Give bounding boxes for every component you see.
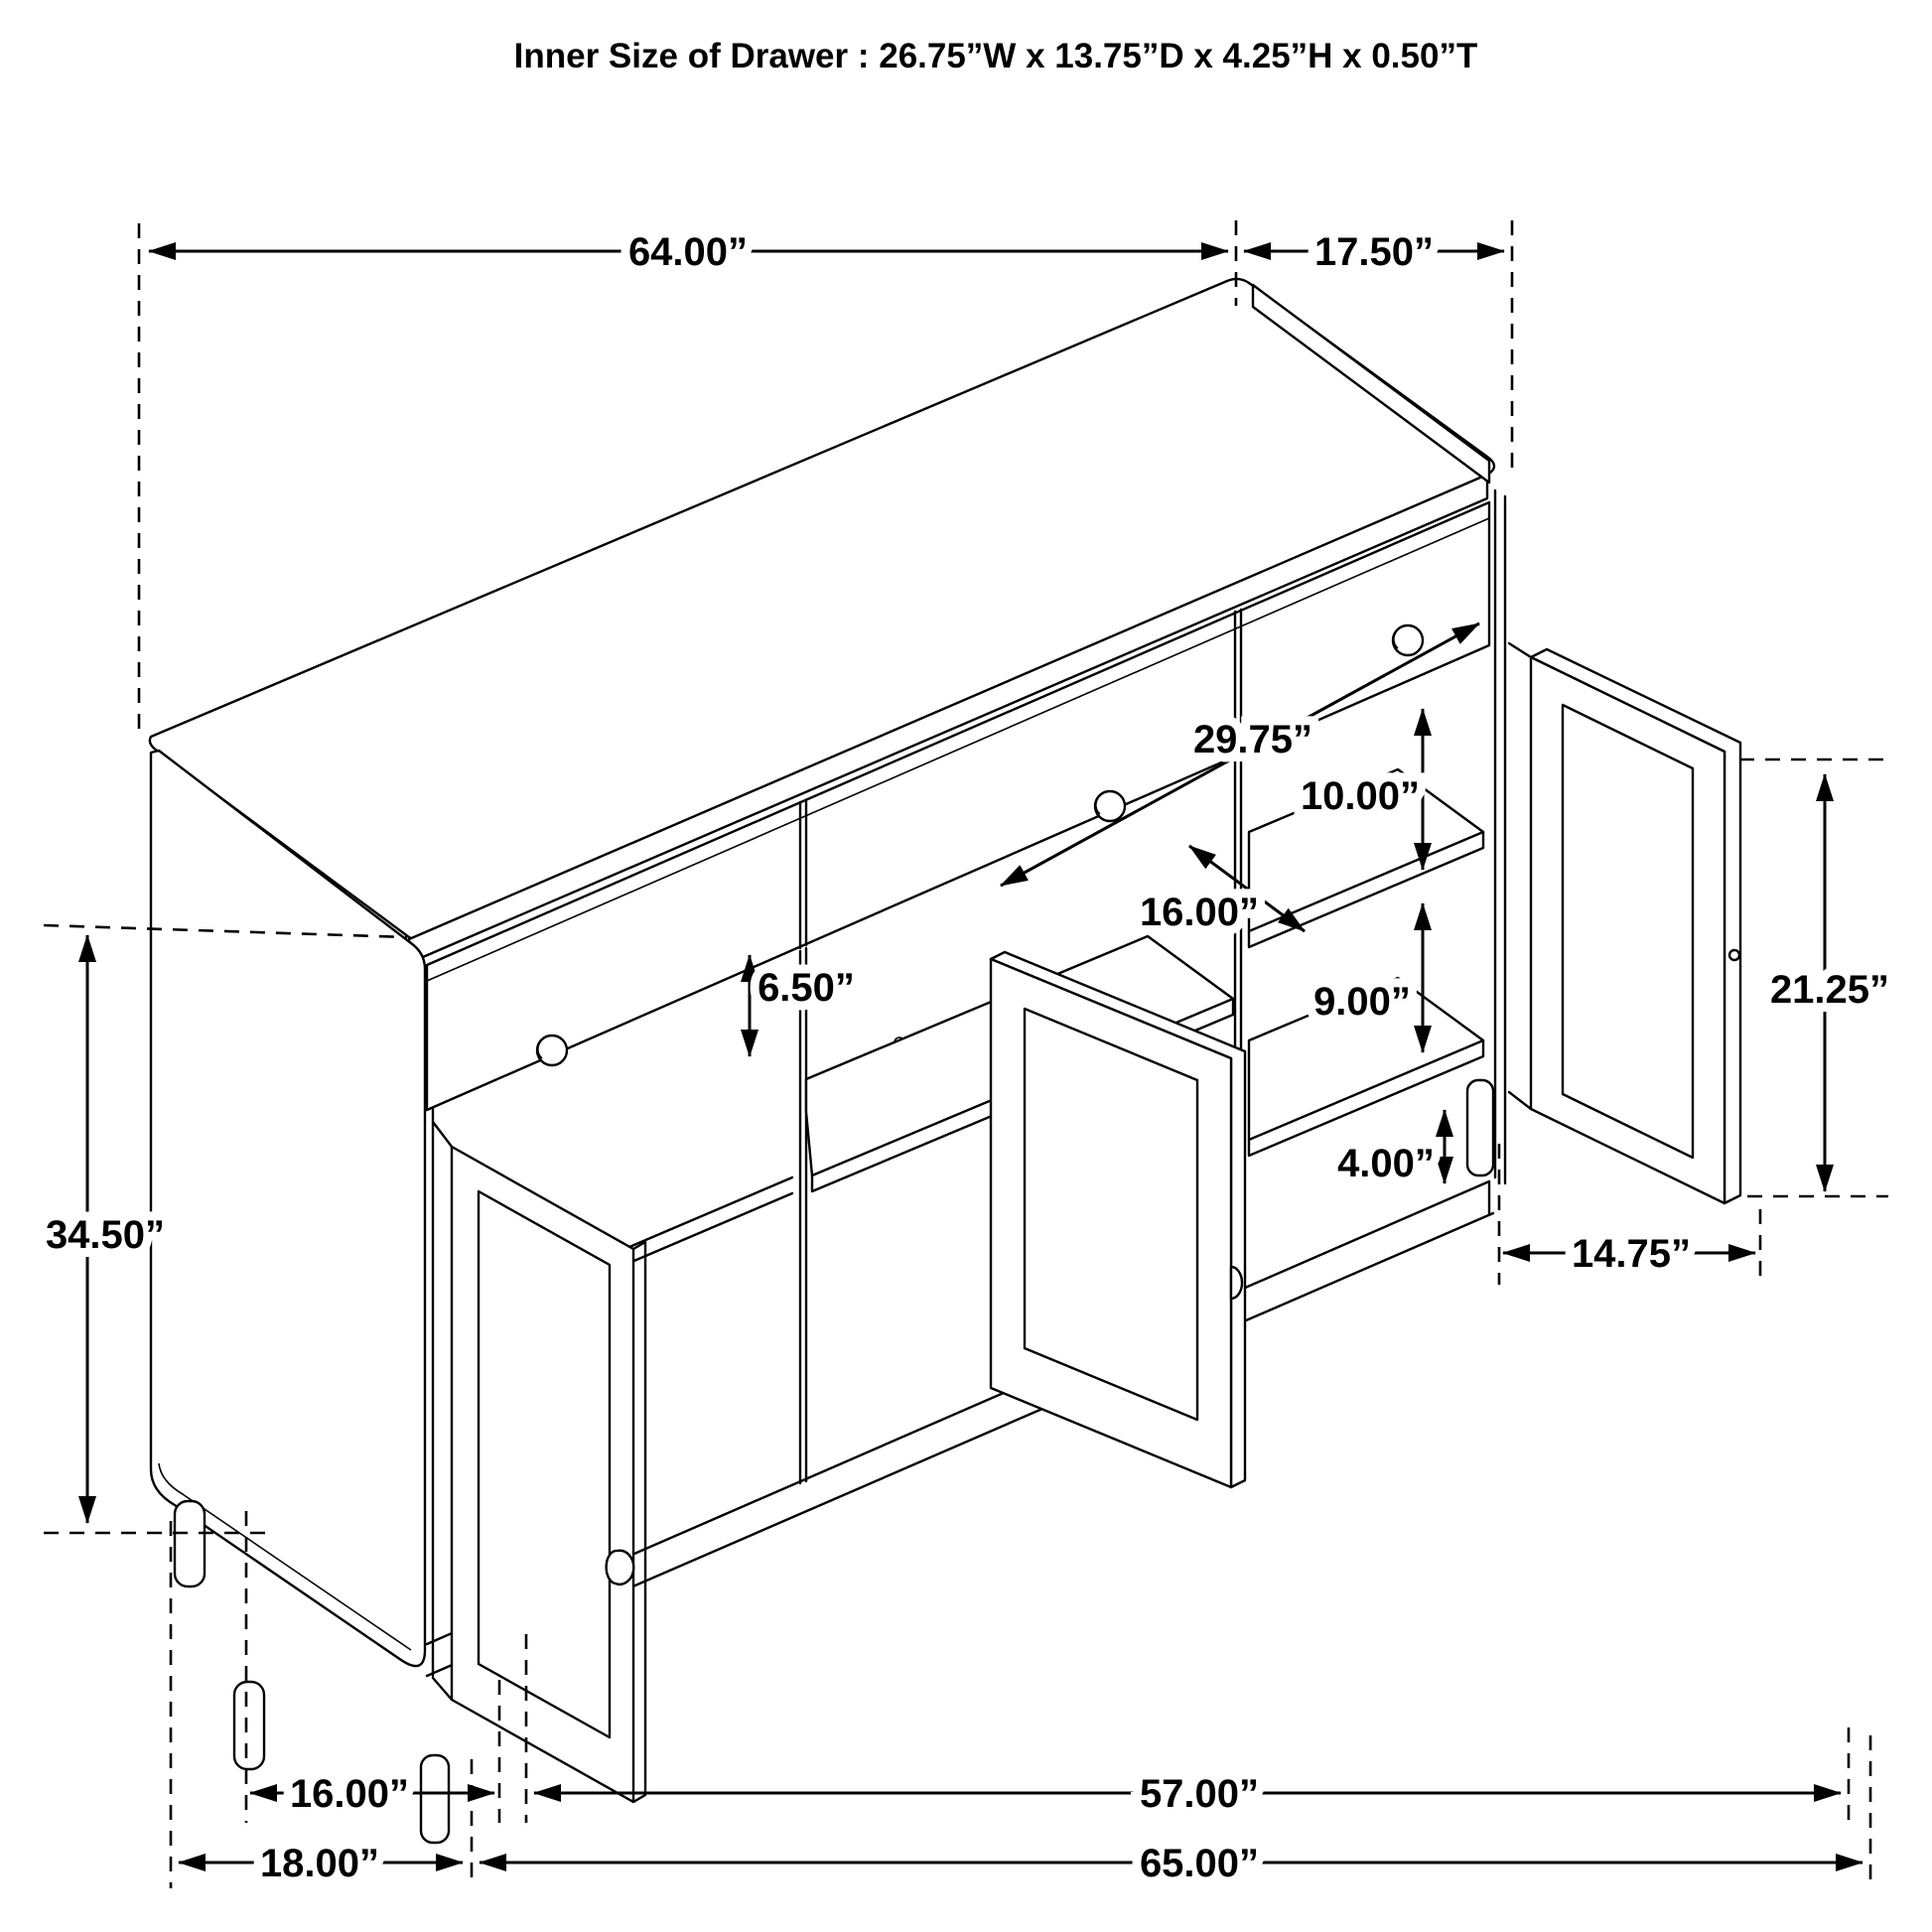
dim-label-overall-height: 34.50”: [45, 1213, 166, 1257]
cabinet-drawing: [150, 279, 1740, 1843]
dim-top-width: [149, 230, 1228, 274]
dim-label-leg-inset: 16.00”: [289, 1772, 410, 1816]
dim-leg-inset: [250, 1772, 494, 1816]
dim-left-section: [179, 1842, 463, 1885]
leg-front-left: [234, 1682, 264, 1769]
leg-right-front: [1467, 1080, 1493, 1175]
dim-label-top-width: 64.00”: [627, 230, 749, 274]
cane-door-mesh: [479, 1191, 610, 1737]
dim-door-height: [1770, 774, 1889, 1191]
drawing-title: Inner Size of Drawer : 26.75”W x 13.75”D x 4.25”H x 0.50”T: [513, 37, 1478, 75]
dim-label-upper-gap: 10.00”: [1300, 774, 1421, 818]
leg-back-left: [175, 1501, 205, 1587]
dim-label-top-depth: 17.50”: [1313, 230, 1435, 274]
dim-door-width: [1503, 1232, 1755, 1276]
leg-under-door: [421, 1755, 449, 1843]
middle-door: [991, 952, 1245, 1487]
right-door-knob: [1729, 950, 1739, 960]
drawer-knob-middle: [1095, 791, 1125, 821]
dim-base-width: [480, 1842, 1863, 1885]
dim-label-shelf-depth: 16.00”: [1139, 891, 1260, 934]
dim-label-lower-gap: 9.00”: [1313, 980, 1411, 1024]
dim-label-drawer-height: 6.50”: [758, 966, 855, 1010]
right-door: [1509, 643, 1740, 1203]
dim-label-door-height: 21.25”: [1769, 968, 1890, 1012]
drawer-knob-right: [1393, 625, 1423, 655]
dim-label-left-section: 18.00”: [259, 1842, 380, 1885]
drawer-knob-left: [537, 1035, 567, 1065]
dim-label-leg-height: 4.00”: [1337, 1142, 1435, 1185]
dim-top-depth: [1244, 230, 1504, 274]
cane-door: [433, 1122, 645, 1802]
dim-label-door-width: 14.75”: [1571, 1232, 1692, 1276]
dim-overall-height: [46, 935, 165, 1523]
cabinet-right-front-edge: [1495, 490, 1505, 1183]
dim-drawer-height: [750, 955, 855, 1056]
dim-leg-height: [1337, 1110, 1445, 1185]
interior-divider-left: [800, 948, 806, 1483]
dim-label-base-width: 65.00”: [1139, 1842, 1260, 1885]
cane-door-knob: [607, 1551, 634, 1585]
dim-body-width: [534, 1772, 1841, 1816]
dim-label-drawer-width: 29.75”: [1192, 718, 1313, 761]
dim-label-body-width: 57.00”: [1139, 1772, 1260, 1816]
